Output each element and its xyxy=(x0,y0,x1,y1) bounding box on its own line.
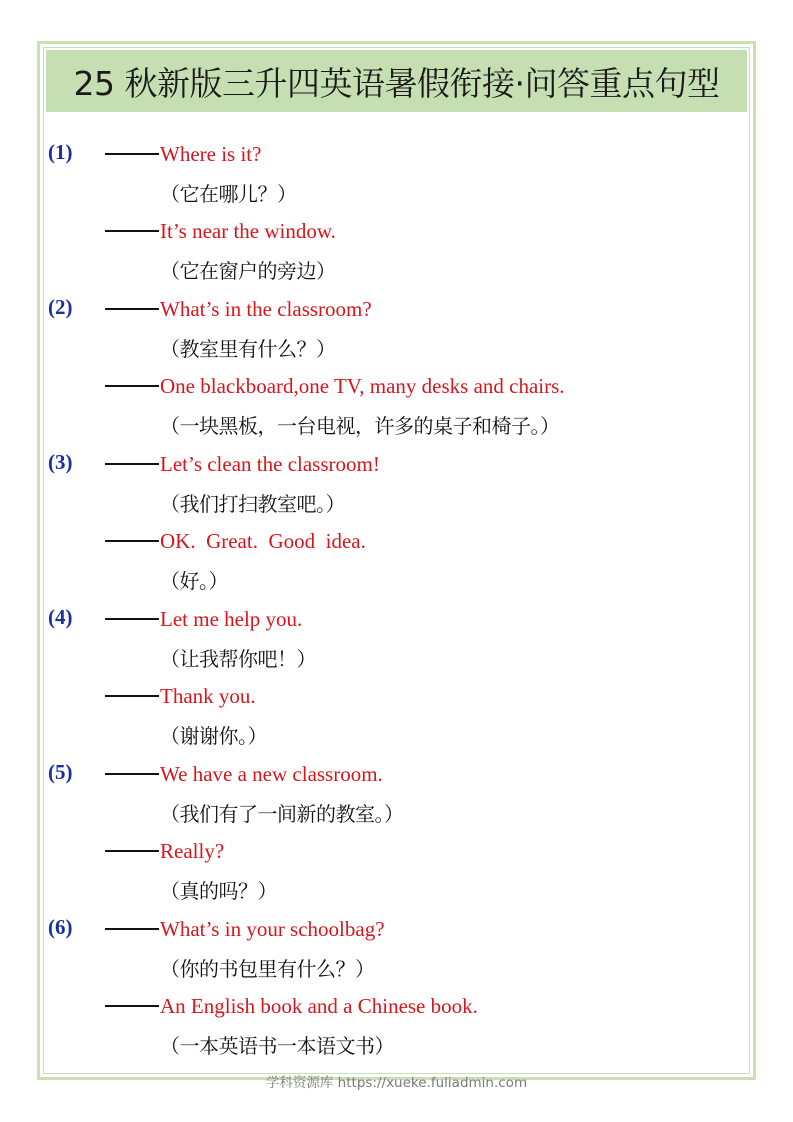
dash-rule xyxy=(105,153,159,155)
english-sentence: We have a new classroom. xyxy=(160,761,383,786)
question-line xyxy=(105,294,372,324)
dash-rule xyxy=(105,463,159,465)
chinese-translation: （它在哪儿？） xyxy=(160,181,297,206)
dash-rule xyxy=(105,773,159,775)
dash-rule xyxy=(105,540,159,542)
chinese-translation: （我们打扫教室吧。） xyxy=(160,491,345,516)
answer-line xyxy=(105,991,478,1021)
answer-line xyxy=(105,216,336,246)
question-line xyxy=(105,139,261,169)
question-line xyxy=(105,449,380,479)
english-sentence: OK. Great. Good idea. xyxy=(160,528,366,553)
english-sentence: Let’s clean the classroom! xyxy=(160,451,380,476)
item-number: (4) xyxy=(48,605,73,629)
english-sentence: An English book and a Chinese book. xyxy=(160,993,478,1018)
english-sentence: Thank you. xyxy=(160,683,256,708)
item-number: (6) xyxy=(48,915,73,939)
dash-rule xyxy=(105,385,159,387)
chinese-translation: （你的书包里有什么？） xyxy=(160,956,375,981)
item-number: (5) xyxy=(48,760,73,784)
dash-rule xyxy=(105,928,159,930)
dash-rule xyxy=(105,308,159,310)
english-sentence: It’s near the window. xyxy=(160,218,336,243)
answer-line xyxy=(105,836,224,866)
chinese-translation: （好。） xyxy=(160,568,228,593)
answer-line xyxy=(105,526,366,556)
chinese-translation: （一本英语书一本语文书） xyxy=(160,1033,394,1058)
dash-rule xyxy=(105,230,159,232)
question-line xyxy=(105,604,302,634)
dash-rule xyxy=(105,1005,159,1007)
chinese-translation: （让我帮你吧！） xyxy=(160,646,316,671)
answer-line xyxy=(105,681,256,711)
item-number: (1) xyxy=(48,140,73,164)
english-sentence: One blackboard,one TV, many desks and chairs. xyxy=(160,373,565,398)
title-banner xyxy=(46,50,747,112)
english-sentence: Where is it? xyxy=(160,141,262,166)
chinese-translation: （真的吗？） xyxy=(160,878,277,903)
answer-line xyxy=(105,371,565,401)
english-sentence: Really? xyxy=(160,838,225,863)
chinese-translation: （谢谢你。） xyxy=(160,723,267,748)
english-sentence: What’s in the classroom? xyxy=(160,296,372,321)
dash-rule xyxy=(105,695,159,697)
english-sentence: Let me help you. xyxy=(160,606,303,631)
chinese-translation: （教室里有什么？） xyxy=(160,336,336,361)
dash-rule xyxy=(105,618,159,620)
question-line xyxy=(105,759,383,789)
chinese-translation: （我们有了一间新的教室。） xyxy=(160,801,404,826)
item-number: (3) xyxy=(48,450,73,474)
dash-rule xyxy=(105,850,159,852)
item-number: (2) xyxy=(48,295,73,319)
page-title: 25 秋新版三升四英语暑假衔接·问答重点句型 xyxy=(73,63,720,103)
chinese-translation: （一块黑板，一台电视，许多的桌子和椅子。） xyxy=(160,413,560,438)
english-sentence: What’s in your schoolbag? xyxy=(160,916,385,941)
chinese-translation: （它在窗户的旁边） xyxy=(160,258,336,283)
footer-watermark: 学科资源库 https://xueke.fuliadmin.com xyxy=(265,1075,528,1091)
question-line xyxy=(105,914,385,944)
